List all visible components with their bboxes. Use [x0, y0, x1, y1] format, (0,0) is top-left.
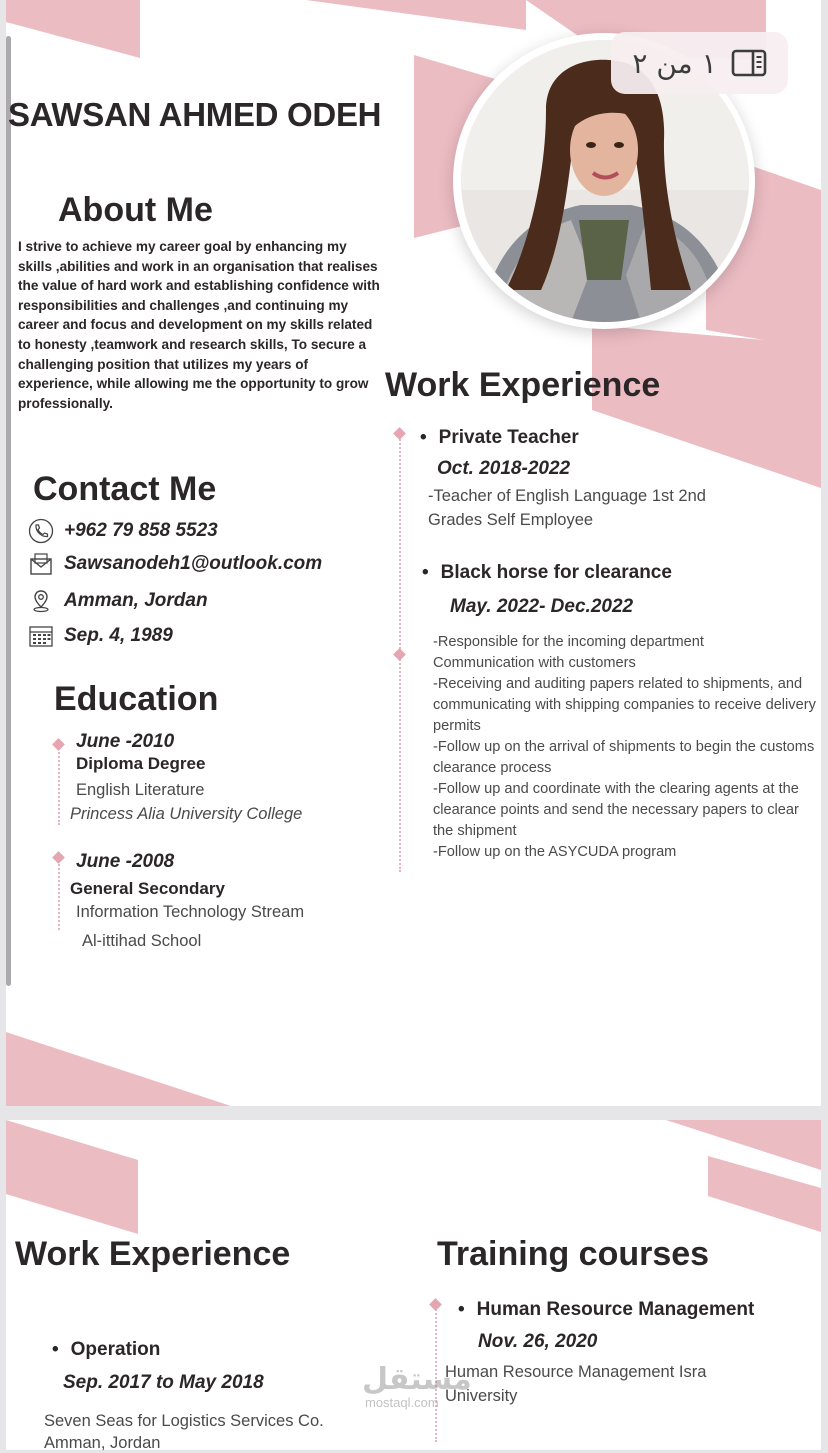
- work-1-date: Oct. 2018-2022: [437, 458, 571, 479]
- education-timeline: [58, 860, 60, 930]
- calendar-icon: [28, 623, 54, 649]
- work-1-desc-line2: Grades Self Employee: [428, 511, 594, 529]
- work-heading: Work Experience: [385, 366, 661, 404]
- edu-1-field: English Literature: [76, 781, 205, 799]
- work-3-location: Amman, Jordan: [44, 1434, 161, 1452]
- duty-line: Communication with customers: [433, 655, 636, 671]
- contact-location: [28, 588, 208, 614]
- work-1-role: • Private Teacher: [420, 427, 579, 449]
- contact-phone: [28, 518, 218, 544]
- duty-line: -Follow up and coordinate with the clearing agents at the clearance points and send the necessary papers to clear the shipment: [433, 781, 799, 839]
- page-indicator-text: ١ من ٢: [632, 46, 717, 80]
- training-heading: Training courses: [437, 1235, 710, 1273]
- location-pin-icon: [28, 588, 54, 614]
- edu-1-date: June -2010: [76, 731, 175, 752]
- work-3-date: Sep. 2017 to May 2018: [63, 1372, 264, 1393]
- contact-email: [28, 551, 322, 577]
- work-1-desc-line1: -Teacher of English Language 1st 2nd: [428, 487, 706, 505]
- scrollbar[interactable]: [6, 36, 11, 986]
- location-text: Amman, Jordan: [64, 590, 208, 611]
- work-3-role: • Operation: [52, 1339, 160, 1361]
- work-2-duties: [433, 632, 821, 863]
- edu-2-degree: General Secondary: [70, 879, 225, 898]
- work-heading-page2: Work Experience: [15, 1235, 291, 1273]
- edu-1-school: Princess Alia University College: [70, 805, 303, 823]
- about-heading: About Me: [58, 191, 213, 229]
- birthdate-text: Sep. 4, 1989: [64, 625, 173, 646]
- training-1-desc: Human Resource Management Isra University: [445, 1363, 707, 1405]
- training-1-name: • Human Resource Management: [458, 1299, 754, 1321]
- duty-line: -Follow up on the arrival of shipments to begin the customs clearance process: [433, 739, 815, 776]
- watermark-logo: مستقل: [362, 1362, 472, 1397]
- work-2-role: • Black horse for clearance: [422, 562, 672, 584]
- training-1-date: Nov. 26, 2020: [478, 1331, 598, 1352]
- mail-icon: [28, 551, 54, 577]
- edu-2-school: Al-ittihad School: [82, 932, 202, 950]
- resume-name: SAWSAN AHMED ODEH: [8, 96, 382, 133]
- education-timeline: [58, 745, 60, 825]
- duty-line: -Receiving and auditing papers related to shipments, and communicating with shipping companies to receive delivery permits: [433, 676, 816, 734]
- duty-line: -Follow up on the ASYCUDA program: [433, 844, 677, 860]
- edu-2-field: Information Technology Stream: [76, 903, 305, 921]
- edu-1-degree: Diploma Degree: [76, 754, 206, 773]
- page-indicator[interactable]: [611, 32, 788, 94]
- work-3-company: Seven Seas for Logistics Services Co.: [44, 1412, 324, 1430]
- watermark-url: mostaql.com: [365, 1395, 439, 1410]
- work-2-date: May. 2022- Dec.2022: [450, 596, 634, 617]
- phone-icon: [28, 518, 54, 544]
- email-text: Sawsanodeh1@outlook.com: [64, 553, 323, 574]
- education-heading: Education: [54, 680, 219, 718]
- sidebar-panel-icon[interactable]: [731, 49, 767, 77]
- contact-heading: Contact Me: [33, 470, 217, 508]
- about-text: I strive to achieve my career goal by enhancing my skills ,abilities and work in an organisation that realises the value of hard work and establishing confidence with responsibilities and challenges ,and continuing my career and focus and development on my skills related to honesty ,teamwork and research skills, To secure a challenging position that utilizes my years of experience, while allowing me the opportunity to grow professionally.: [18, 239, 380, 411]
- contact-birthdate: [28, 623, 173, 649]
- phone-text: +962 79 858 5523: [64, 520, 218, 541]
- edu-2-date: June -2008: [76, 851, 175, 872]
- duty-line: -Responsible for the incoming department: [433, 634, 704, 650]
